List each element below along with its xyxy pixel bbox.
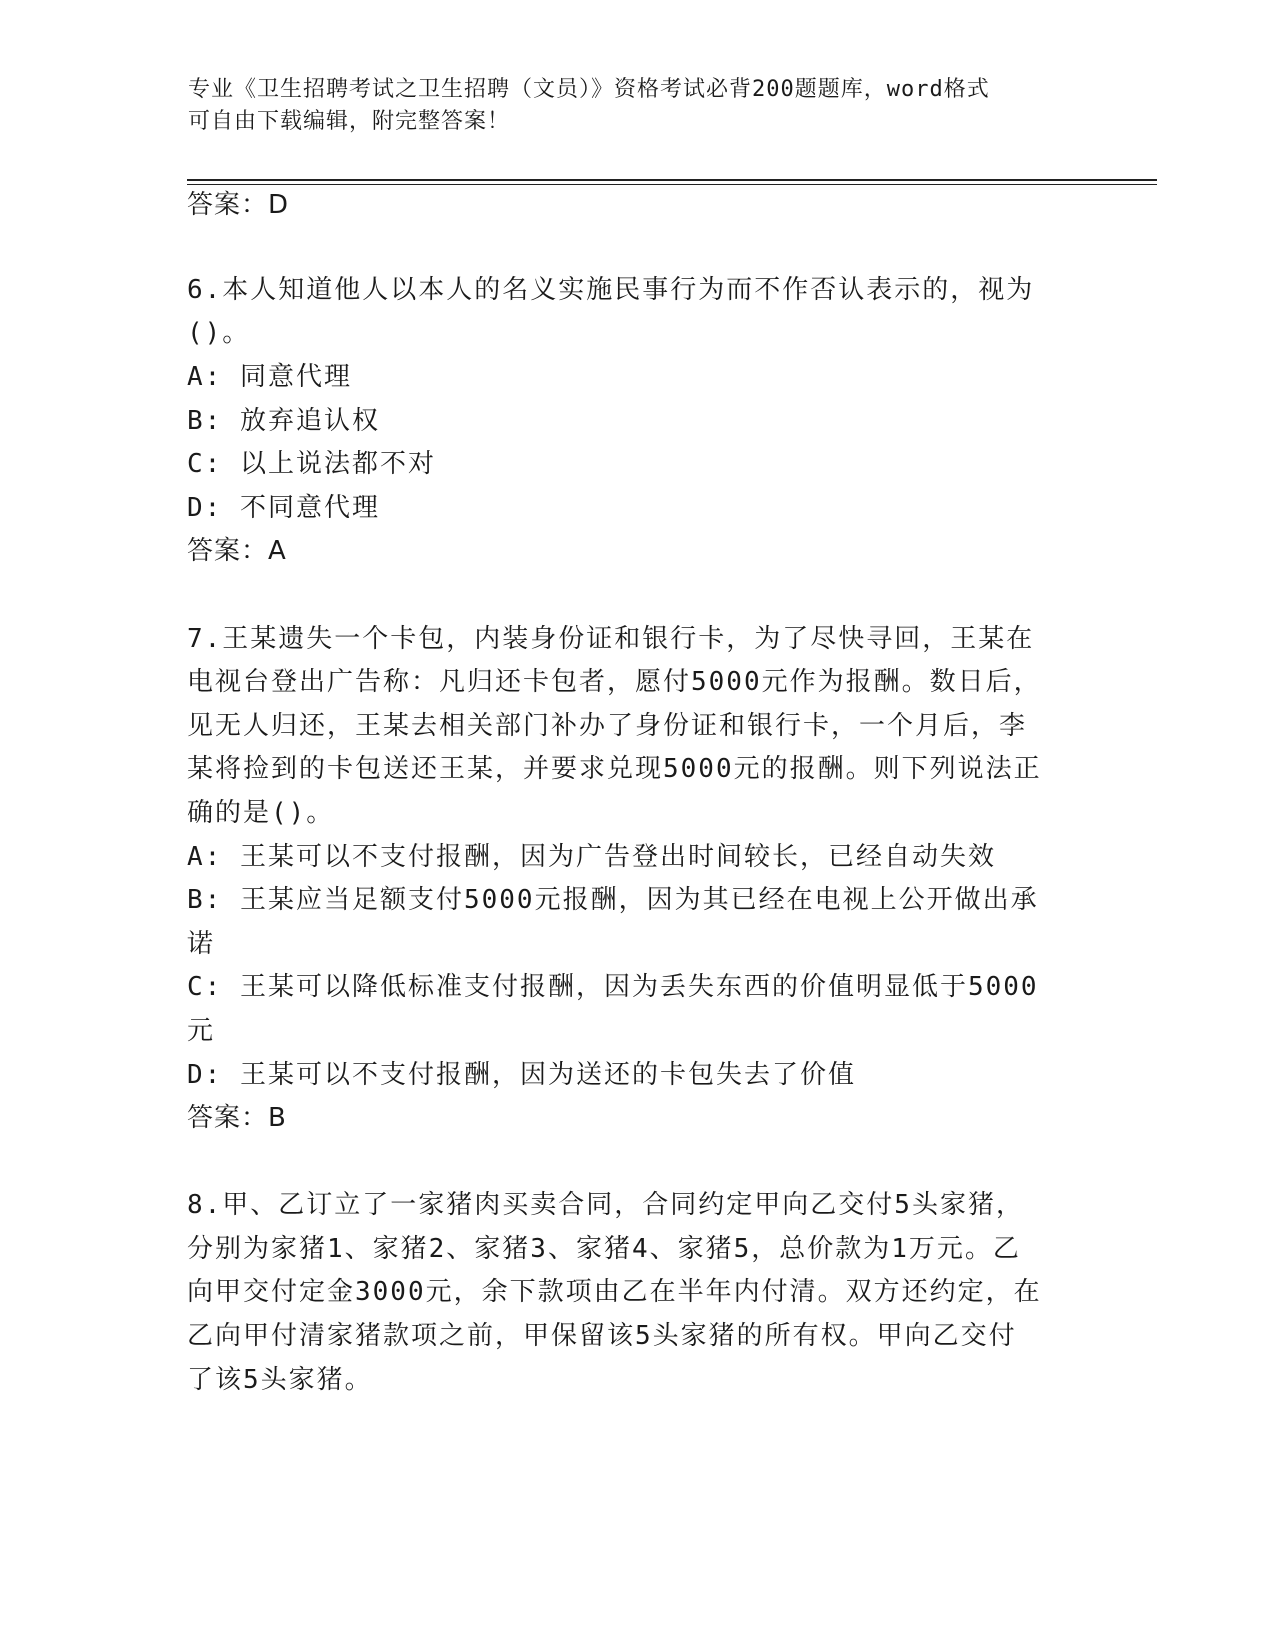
prev-answer: 答案：D: [187, 190, 290, 220]
q7-stem-line-1: 7.王某遗失一个卡包，内装身份证和银行卡，为了尽快寻回，王某在: [187, 624, 1035, 654]
q6-answer: 答案：A: [187, 536, 287, 566]
header-rule-thin: [187, 184, 1157, 185]
q6-option-b: B: 放弃追认权: [187, 406, 380, 436]
q7-option-d: D: 王某可以不支付报酬，因为送还的卡包失去了价值: [187, 1060, 856, 1090]
q7-stem-line-2: 电视台登出广告称：凡归还卡包者，愿付5000元作为报酬。数日后，: [187, 667, 1042, 697]
q7-option-a: A: 王某可以不支付报酬，因为广告登出时间较长，已经自动失效: [187, 842, 996, 872]
q8-stem-line-1: 8.甲、乙订立了一家猪肉买卖合同，合同约定甲向乙交付5头家猪，: [187, 1190, 1024, 1220]
header-line-1: 专业《卫生招聘考试之卫生招聘（文员）》资格考试必背200题题库，word格式: [188, 77, 990, 102]
header-line-2: 可自由下载编辑，附完整答案！: [188, 109, 511, 134]
q6-option-d: D: 不同意代理: [187, 493, 380, 523]
q8-stem-line-5: 了该5头家猪。: [187, 1365, 373, 1395]
q8-stem-line-4: 乙向甲付清家猪款项之前，甲保留该5头家猪的所有权。甲向乙交付: [187, 1321, 1017, 1351]
q6-stem-line-1: 6.本人知道他人以本人的名义实施民事行为而不作否认表示的，视为: [187, 275, 1035, 305]
q7-answer: 答案：B: [187, 1103, 287, 1133]
q7-option-b-cont: 诺: [187, 929, 216, 959]
q6-stem-line-2: ()。: [187, 318, 251, 348]
q7-stem-line-5: 确的是()。: [187, 798, 335, 828]
document-header: [188, 74, 1088, 138]
q6-option-a: A: 同意代理: [187, 362, 352, 392]
q7-option-c: C: 王某可以降低标准支付报酬，因为丢失东西的价值明显低于5000: [187, 972, 1039, 1002]
q7-stem-line-3: 见无人归还，王某去相关部门补办了身份证和银行卡，一个月后，李: [187, 711, 1028, 741]
q7-stem-line-4: 某将捡到的卡包送还王某，并要求兑现5000元的报酬。则下列说法正: [187, 754, 1042, 784]
q8-stem-line-3: 向甲交付定金3000元，余下款项由乙在半年内付清。双方还约定，在: [187, 1277, 1042, 1307]
q8-stem-line-2: 分别为家猪1、家猪2、家猪3、家猪4、家猪5，总价款为1万元。乙: [187, 1234, 1021, 1264]
q6-option-c: C: 以上说法都不对: [187, 449, 436, 479]
header-rule-thick: [187, 179, 1157, 181]
q7-option-c-cont: 元: [187, 1016, 216, 1046]
q7-option-b: B: 王某应当足额支付5000元报酬，因为其已经在电视上公开做出承: [187, 885, 1039, 915]
